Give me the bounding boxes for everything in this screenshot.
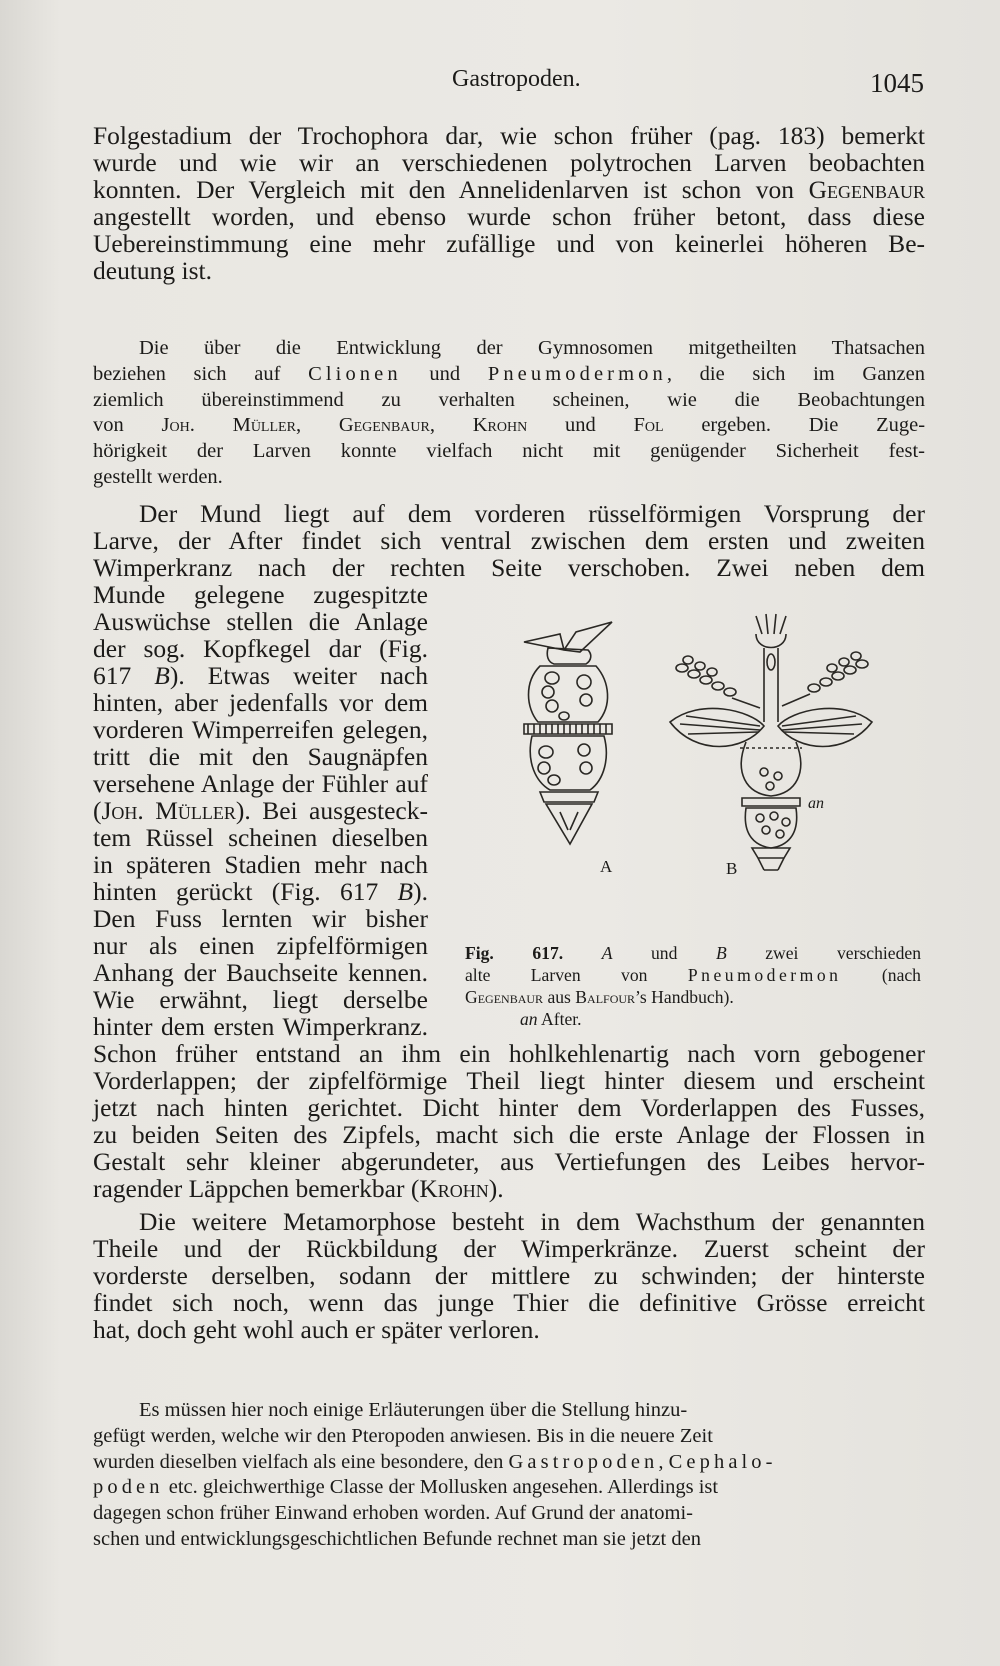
text-line: deutung ist. xyxy=(93,256,212,285)
figure-caption xyxy=(465,942,921,1030)
text-line: nur als einen zipfelförmigen xyxy=(93,931,428,960)
text-line: Gestalt sehr kleiner abgerundeter, aus Vertiefungen des Leibes hervor- xyxy=(93,1147,925,1176)
running-title: Gastropoden. xyxy=(452,66,581,92)
genus-name: Pneumodermon xyxy=(487,362,667,385)
paragraph-2 xyxy=(93,336,925,491)
text-line: in späteren Stadien mehr nach xyxy=(93,850,428,879)
text-line: ziemlich übereinstimmend zu verhalten scheinen, wie die Beobachtungen xyxy=(93,388,925,411)
text-line: konnten. Der Vergleich mit den Annelidenlarven ist schon von Gegenbaur xyxy=(93,175,925,204)
text-line: Larve, der After findet sich ventral zwischen dem ersten und zweiten xyxy=(93,526,925,555)
paragraph-3-wrap-column xyxy=(93,581,428,1040)
running-head xyxy=(0,66,1000,106)
genus-name: Clionen xyxy=(308,362,402,385)
text-line: hinten gerückt (Fig. 617 B). xyxy=(93,877,428,906)
text-line: gefügt werden, welche wir den Pteropoden anwiesen. Bis in die neuere Zeit xyxy=(93,1424,713,1447)
text-line: hinten, aber jedenfalls vor dem xyxy=(93,688,428,717)
figure-label-b: B xyxy=(726,859,738,878)
caption-line: alte Larven von Pneumodermon (nach xyxy=(465,965,921,985)
text-line: versehene Anlage der Fühler auf xyxy=(93,769,428,798)
text-line: hörigkeit der Larven konnte vielfach nicht mit genügender Sicherheit fest- xyxy=(93,440,925,463)
paragraph-4 xyxy=(93,1208,925,1343)
text-line: der sog. Kopfkegel dar (Fig. xyxy=(93,634,428,663)
text-line: Auswüchse stellen die Anlage xyxy=(93,607,428,636)
text-line: beziehen sich auf Clionen und Pneumodermon, die sich im Ganzen xyxy=(93,362,925,385)
figure-617 xyxy=(520,612,908,892)
author-name: Gegenbaur xyxy=(808,175,925,204)
text-line: 617 B). Etwas weiter nach xyxy=(93,661,428,690)
text-line: Die weitere Metamorphose besteht in dem Wachsthum der genannten xyxy=(139,1207,925,1236)
text-line: Vorderlappen; der zipfelförmige Theil liegt hinter diesem und erscheint xyxy=(93,1066,925,1095)
text-line: Munde gelegene zugespitzte xyxy=(93,580,428,609)
text-line: findet sich noch, wenn das junge Thier die definitive Grösse erreicht xyxy=(93,1288,925,1317)
text-line: ragender Läppchen bemerkbar (Krohn). xyxy=(93,1174,504,1203)
text-line: gestellt werden. xyxy=(93,465,223,488)
text-line: von Joh. Müller, Gegenbaur, Krohn und Fol ergeben. Die Zuge- xyxy=(93,414,926,437)
text-line: hinter dem ersten Wimperkranz. xyxy=(93,1012,428,1041)
figure-label-a: A xyxy=(600,857,613,876)
text-line: hat, doch geht wohl auch er später verloren. xyxy=(93,1315,540,1344)
text-line: wurde und wie wir an verschiedenen polytrochen Larven beobachten xyxy=(93,148,925,177)
text-line: Wie erwähnt, liegt derselbe xyxy=(93,985,428,1014)
figure-number: Fig. 617. xyxy=(465,943,564,963)
text-line: schen und entwicklungsgeschichtlichen Befunde rechnet man sie jetzt den xyxy=(93,1527,701,1550)
paragraph-1 xyxy=(93,122,925,284)
text-line: Theile und der Rückbildung der Wimperkränze. Zuerst scheint der xyxy=(93,1234,925,1263)
text-line: vorderen Wimperreifen gelegen, xyxy=(93,715,428,744)
page-number: 1045 xyxy=(870,68,924,98)
text-line: Wimperkranz nach der rechten Seite verschoben. Zwei neben dem xyxy=(93,553,925,582)
text-line: dagegen schon früher Einwand erhoben worden. Auf Grund der anatomi- xyxy=(93,1502,693,1525)
figure-label-an: an xyxy=(808,795,824,812)
caption-line: Fig. 617. A und B zwei verschieden xyxy=(465,943,921,963)
text-line: Den Fuss lernten wir bisher xyxy=(93,904,428,933)
text-line: Schon früher entstand an ihm ein hohlkehlenartig nach vorn gebogener xyxy=(93,1039,925,1068)
paragraph-5 xyxy=(93,1398,925,1553)
text-line: vorderste derselben, sodann der mittlere zu schwinden; der hinterste xyxy=(93,1261,925,1290)
caption-line: an After. xyxy=(520,1009,582,1029)
text-line: wurden dieselben vielfach als eine besondere, den Gastropoden, Cephalo- xyxy=(93,1450,777,1473)
text-line: Die über die Entwicklung der Gymnosomen mitgetheilten Thatsachen xyxy=(139,337,925,359)
larvae-illustration xyxy=(520,612,908,892)
text-line: tem Rüssel scheinen dieselben xyxy=(93,823,428,852)
paragraph-3-bottom xyxy=(93,1040,925,1202)
text-line: poden etc. gleichwerthige Classe der Mollusken angesehen. Allerdings ist xyxy=(93,1476,719,1499)
text-line: tritt die mit den Saugnäpfen xyxy=(93,742,428,771)
larva-b-drawing xyxy=(670,614,872,870)
text-line: Folgestadium der Trochophora dar, wie schon früher (pag. 183) bemerkt xyxy=(93,121,925,150)
larva-a-drawing xyxy=(524,622,612,844)
text-line: (Joh. Müller). Bei ausgesteck- xyxy=(93,796,428,825)
text-line: Der Mund liegt auf dem vorderen rüsselförmigen Vorsprung der xyxy=(139,499,925,528)
text-line: Uebereinstimmung eine mehr zufällige und von keinerlei höheren Be- xyxy=(93,229,925,258)
paragraph-3-top xyxy=(93,500,925,581)
text-line: jetzt nach hinten gerichtet. Dicht hinter dem Vorderlappen des Fusses, xyxy=(93,1093,925,1122)
caption-line: Gegenbaur aus Balfour’s Handbuch). xyxy=(465,987,734,1007)
text-line: angestellt worden, und ebenso wurde schon früher betont, dass diese xyxy=(93,202,925,231)
text-line: Es müssen hier noch einige Erläuterungen über die Stellung hinzu- xyxy=(139,1399,688,1421)
text-line: zu beiden Seiten des Zipfels, macht sich die erste Anlage der Flossen in xyxy=(93,1120,925,1149)
text-line: Anhang der Bauchseite kennen. xyxy=(93,958,428,987)
